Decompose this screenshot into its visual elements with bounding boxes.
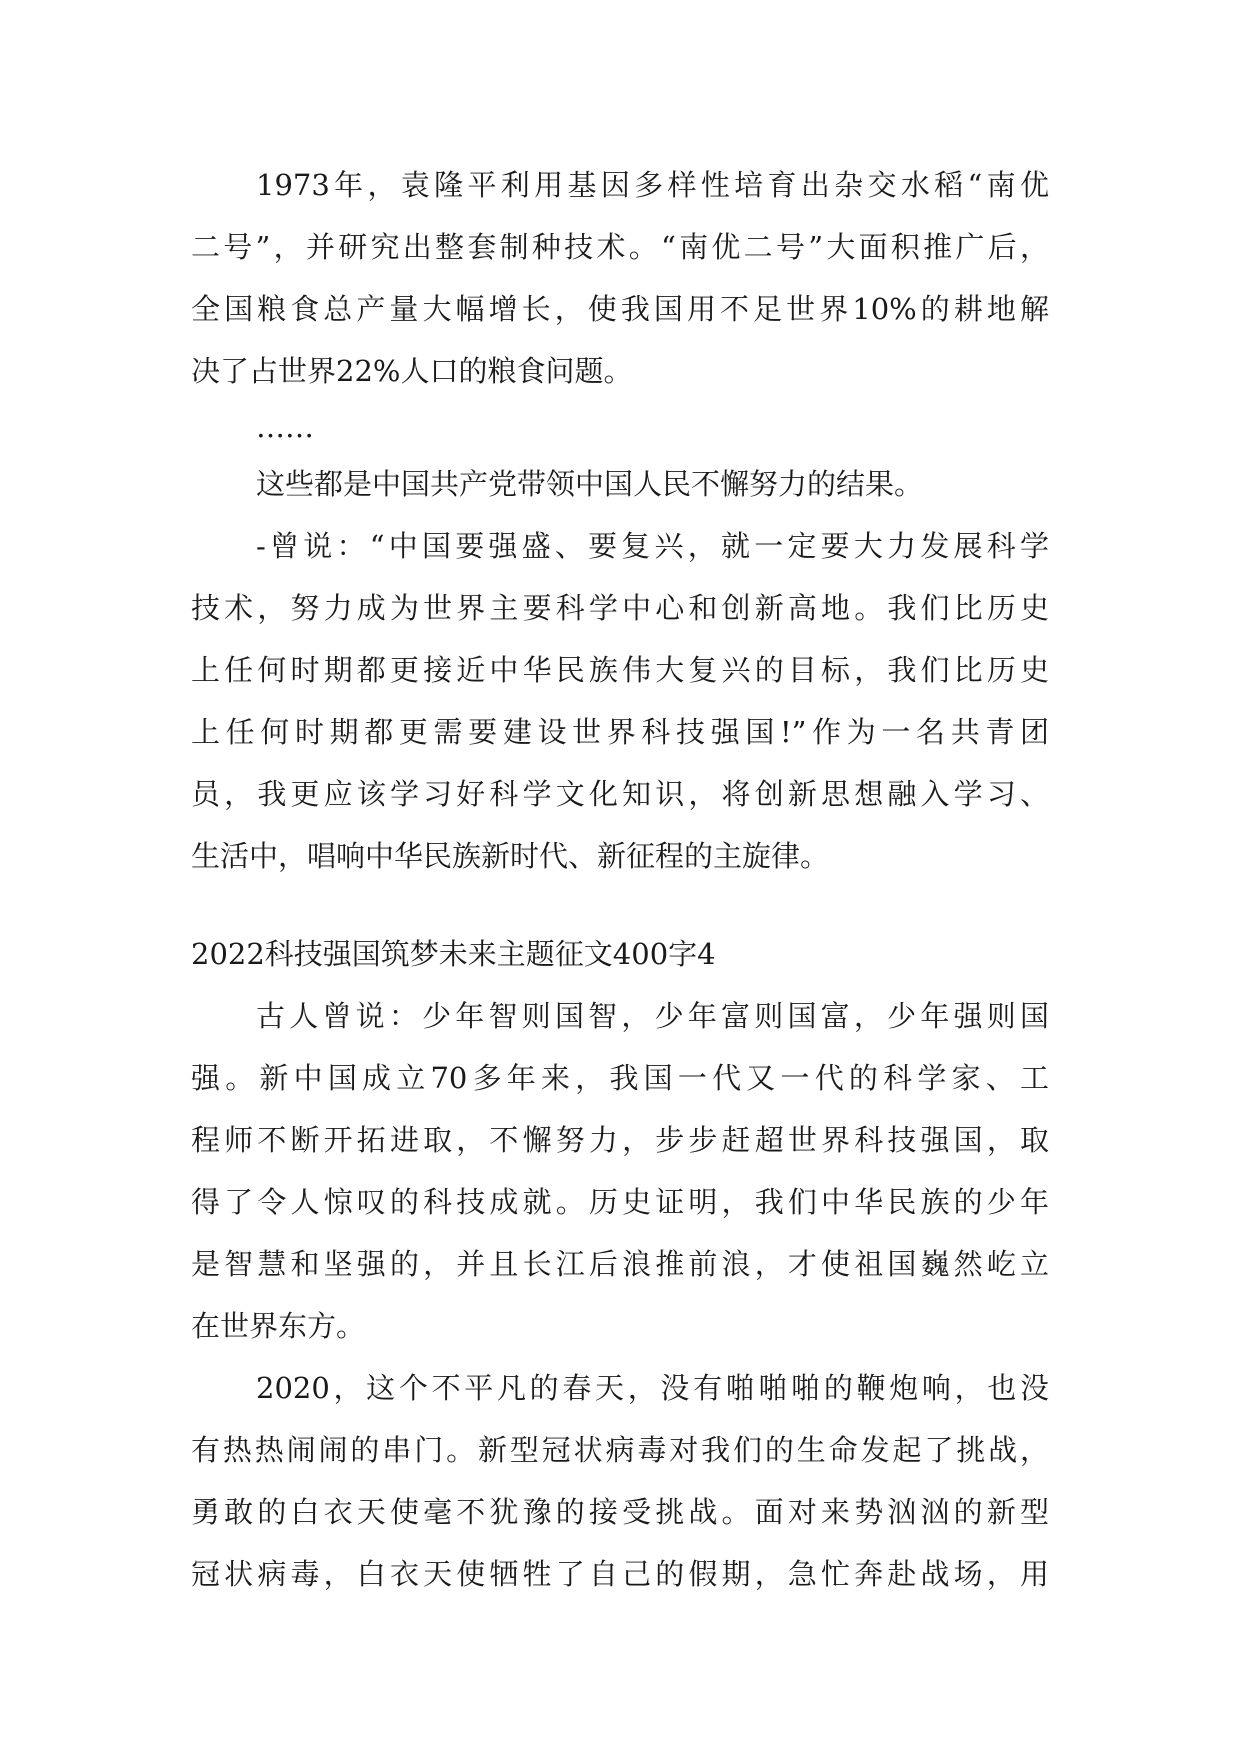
body-text-line: 员，我更应该学习好科学文化知识，将创新思想融入学习、 [191, 777, 1049, 811]
body-text-line: 冠状病毒，白衣天使牺牲了自己的假期，急忙奔赴战场，用 [191, 1557, 1049, 1591]
body-text-line: 二号”，并研究出整套制种技术。“南优二号”大面积推广后， [191, 230, 1049, 264]
body-text-line: 上任何时期都更接近中华民族伟大复兴的目标，我们比历史 [191, 653, 1049, 687]
ellipsis-line: …… [256, 410, 314, 444]
body-text-line: 古人曾说：少年智则国智，少年富则国富，少年强则国 [256, 999, 1049, 1033]
body-text-line: 这些都是中国共产党带领中国人民不懈努力的结果。 [256, 467, 924, 501]
body-text-line: 技术，努力成为世界主要科学中心和创新高地。我们比历史 [191, 591, 1049, 625]
body-text-line: -曾说：“中国要强盛、要复兴，就一定要大力发展科学 [256, 529, 1049, 563]
body-text-line: 在世界东方。 [191, 1309, 366, 1343]
section-heading: 2022科技强国筑梦未来主题征文400字4 [191, 937, 716, 971]
body-text-line: 是智慧和坚强的，并且长江后浪推前浪，才使祖国巍然屹立 [191, 1247, 1049, 1281]
body-text-line: 决了占世界22%人口的粮食问题。 [191, 354, 633, 388]
body-text-line: 有热热闹闹的串门。新型冠状病毒对我们的生命发起了挑战， [191, 1433, 1049, 1467]
body-text-line: 程师不断开拓进取，不懈努力，步步赶超世界科技强国，取 [191, 1123, 1049, 1157]
body-text-line: 2020，这个不平凡的春天，没有啪啪啪的鞭炮响，也没 [256, 1371, 1049, 1405]
body-text-line: 1973年，袁隆平利用基因多样性培育出杂交水稻“南优 [256, 168, 1049, 202]
body-text-line: 生活中，唱响中华民族新时代、新征程的主旋律。 [191, 839, 830, 873]
body-text-line: 上任何时期都更需要建设世界科技强国!”作为一名共青团 [191, 715, 1049, 749]
body-text-line: 全国粮食总产量大幅增长，使我国用不足世界10%的耕地解 [191, 292, 1049, 326]
body-text-line: 得了令人惊叹的科技成就。历史证明，我们中华民族的少年 [191, 1185, 1049, 1219]
body-text-line: 勇敢的白衣天使毫不犹豫的接受挑战。面对来势汹汹的新型 [191, 1495, 1049, 1529]
body-text-line: 强。新中国成立70多年来，我国一代又一代的科学家、工 [191, 1061, 1049, 1095]
